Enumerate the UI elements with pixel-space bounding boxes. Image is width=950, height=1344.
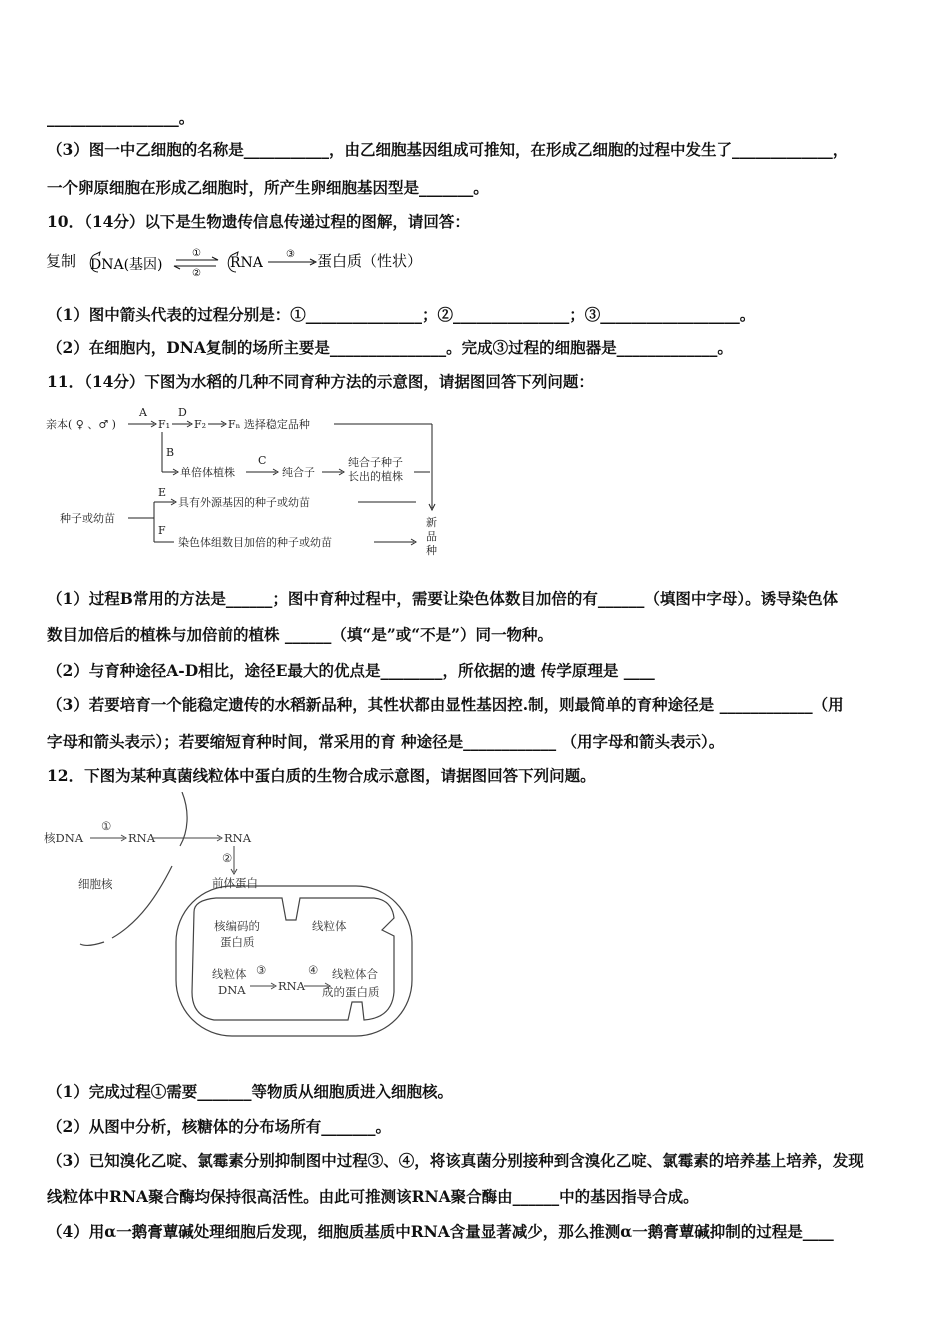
- protein-trait-label: 蛋白质（性状）: [317, 252, 423, 270]
- rna-label: RNA: [230, 255, 263, 271]
- seed-seedling-label: 种子或幼苗: [60, 512, 115, 525]
- parents-label: 亲本( ♀ 、♂ ): [46, 418, 116, 431]
- q11-part3-line2: 字母和箭头表示）；若要缩短育种时间，常采用的育 种途径是____________ （用字母和箭头表示）。: [47, 732, 725, 751]
- dna-gene-label: DNA(基因): [90, 257, 163, 273]
- question-12-header: 12．下图为某种真菌线粒体中蛋白质的生物合成示意图，请据图回答下列问题。: [47, 766, 596, 785]
- mito-protein-label-2: 成的蛋白质: [322, 985, 380, 999]
- process-4-label: ④: [308, 963, 319, 977]
- process-1-label: ①: [101, 819, 112, 833]
- mito-protein-label-1: 线粒体合: [332, 967, 378, 981]
- step-e-label: E: [158, 486, 167, 499]
- rna-label-2: RNA: [224, 831, 252, 845]
- step-b-label: B: [166, 446, 175, 459]
- mito-dna-label-2: DNA: [218, 983, 246, 997]
- arrow-2-label: ②: [192, 268, 201, 279]
- step-a-label: A: [139, 406, 147, 419]
- q12-part4: （4）用α一鹅膏蕈碱处理细胞后发现，细胞质基质中RNA含量显著减少，那么推测α一鹅膏蕈碱抑制的过程是____: [47, 1222, 834, 1241]
- haploid-label: 单倍体植株: [180, 466, 235, 479]
- precursor-protein-label: 前体蛋白: [212, 876, 258, 890]
- nucleus-label: 细胞核: [78, 877, 113, 891]
- homozygote-label: 纯合子: [282, 466, 315, 479]
- arrow-3-label: ③: [286, 249, 295, 260]
- q11-part1-line2: 数目加倍后的植株与加倍前的植株 ______（填“是”或“不是”）同一物种。: [47, 625, 554, 644]
- step-c-label: C: [258, 454, 267, 467]
- q12-part3-line1: （3）已知溴化乙啶、氯霉素分别抑制图中过程③、④，将该真菌分别接种到含溴化乙啶、氯霉素的培养基上培养，发现: [47, 1151, 864, 1170]
- q11-part2: （2）与育种途径A-D相比，途径E最大的优点是________，所依据的遗 传学原理是 ____: [47, 661, 655, 680]
- breeding-methods-diagram: [44, 398, 464, 560]
- mito-dna-label-1: 线粒体: [212, 967, 247, 981]
- nuclear-dna-label: 核DNA: [44, 831, 84, 845]
- replication-label: 复制: [46, 252, 77, 270]
- nuclear-protein-label-1: 核编码的: [214, 919, 260, 933]
- new-variety-2: 品: [426, 530, 437, 543]
- rna-label-3: RNA: [278, 979, 306, 993]
- dna-flow-diagram: [44, 244, 444, 280]
- q12-part3-line2: 线粒体中RNA聚合酶均保持很高活性。由此可推测该RNA聚合酶由______中的基因指导合成。: [47, 1187, 699, 1206]
- process-2-label: ②: [222, 851, 233, 865]
- arrow-1-label: ①: [192, 248, 201, 259]
- mitochondria-label: 线粒体: [312, 919, 347, 933]
- doubled-label: 染色体组数目加倍的种子或幼苗: [178, 536, 332, 549]
- q9-part3-line1: （3）图一中乙细胞的名称是___________，由乙细胞基因组成可推知，在形成乙细胞的过程中发生了_____________，: [47, 140, 849, 159]
- step-f-label: F: [158, 524, 166, 537]
- mitochondria-protein-diagram: [44, 792, 424, 1042]
- step-d-label: D: [178, 406, 187, 419]
- pure-seed-label-1: 纯合子种子: [348, 456, 403, 469]
- question-10-header: 10．（14分）以下是生物遗传信息传递过程的图解，请回答：: [47, 212, 470, 231]
- q11-part1-line1: （1）过程B常用的方法是______；图中育种过程中，需要让染色体数目加倍的有______（填图中字母）。诱导染色体: [47, 589, 839, 608]
- pure-seed-label-2: 长出的植株: [348, 470, 403, 483]
- fn-label: Fₙ 选择稳定品种: [228, 418, 310, 431]
- q11-part3-line1: （3）若要培育一个能稳定遗传的水稻新品种，其性状都由显性基因控.制，则最简单的育种途径是 ____________（用: [47, 695, 844, 714]
- q10-part1: （1）图中箭头代表的过程分别是：①_______________；②_______________；③__________________。: [47, 305, 756, 324]
- new-variety-1: 新: [426, 516, 437, 529]
- answer-blank-line: _________________。: [47, 108, 195, 127]
- f1-label: F₁: [158, 418, 171, 431]
- q10-part2: （2）在细胞内，DNA复制的场所主要是_______________。完成③过程的细胞器是_____________。: [47, 338, 733, 357]
- new-variety-3: 种: [426, 544, 437, 557]
- rna-label-1: RNA: [128, 831, 156, 845]
- q9-part3-line2: 一个卵原细胞在形成乙细胞时，所产生卵细胞基因型是_______。: [47, 178, 489, 197]
- process-3-label: ③: [256, 963, 267, 977]
- f2-label: F₂: [194, 418, 207, 431]
- q12-part1: （1）完成过程①需要_______等物质从细胞质进入细胞核。: [47, 1082, 454, 1101]
- question-11-header: 11．（14分）下图为水稻的几种不同育种方法的示意图，请据图回答下列问题：: [47, 372, 594, 391]
- q12-part2: （2）从图中分析，核糖体的分布场所有_______。: [47, 1117, 392, 1136]
- nuclear-protein-label-2: 蛋白质: [220, 935, 255, 949]
- foreign-gene-label: 具有外源基因的种子或幼苗: [178, 496, 310, 509]
